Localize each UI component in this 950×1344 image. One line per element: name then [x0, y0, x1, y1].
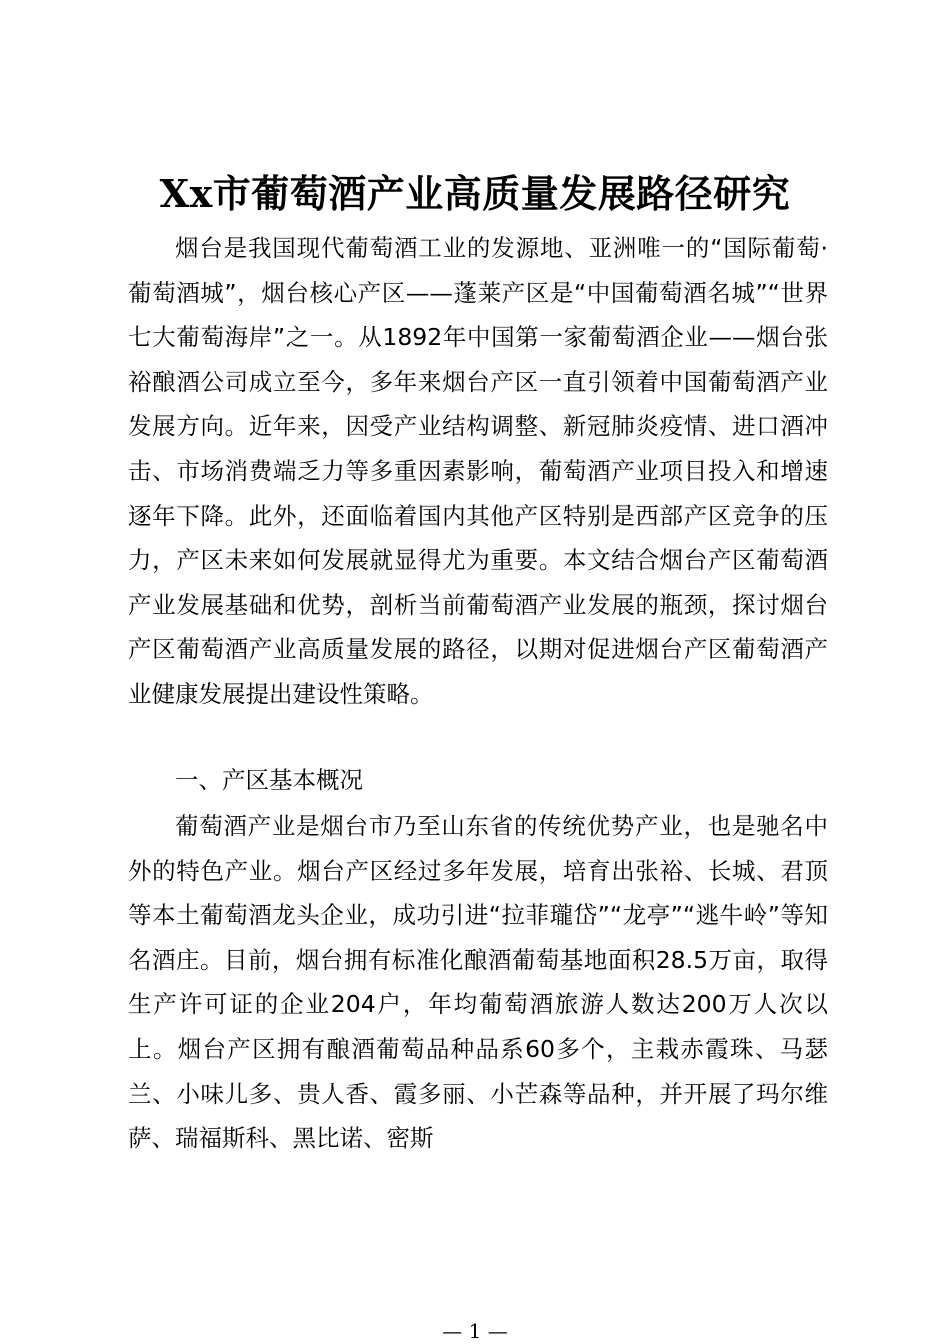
document-title: Xx市葡萄酒产业高质量发展路径研究 — [159, 171, 791, 216]
page-number: — 1 — — [442, 1319, 508, 1343]
section-paragraph: 葡萄酒产业是烟台市乃至山东省的传统优势产业，也是驰名中外的特色产业。烟台产区经过多年发展，培育出张裕、长城、君顶等本土葡萄酒龙头企业，成功引进“拉菲瓏岱”“龙亭”“逃牛岭”等知名酒庄。目前，烟台拥有标准化酿酒葡萄基地面积28.5万亩，取得生产许可证的企业204户，年均葡萄酒旅游人数达200万人次以上。烟台产区拥有酿酒葡萄品种品系60多个，主栽赤霞珠、马瑟兰、小味儿多、贵人香、霞多丽、小芒森等品种，并开展了玛尔维萨、瑞福斯科、黑比诺、密斯 — [128, 812, 828, 1153]
intro-paragraph: 烟台是我国现代葡萄酒工业的发源地、亚洲唯一的“国际葡萄·葡萄酒城”，烟台核心产区——蓬莱产区是“中国葡萄酒名城”“世界七大葡萄海岸”之一。从1892年中国第一家葡萄酒企业——烟台张裕酿酒公司成立至今，多年来烟台产区一直引领着中国葡萄酒产业发展方向。近年来，因受产业结构调整、新冠肺炎疫情、进口酒冲击、市场消费端乏力等多重因素影响，葡萄酒产业项目投入和增速逐年下降。此外，还面临着国内其他产区特别是西部产区竞争的压力，产区未来如何发展就显得尤为重要。本文结合烟台产区葡萄酒产业发展基础和优势，剖析当前葡萄酒产业发展的瓶颈，探讨烟台产区葡萄酒产业高质量发展的路径，以期对促进烟台产区葡萄酒产业健康发展提出建设性策略。 — [128, 234, 828, 708]
section-heading: 一、产区基本概况 — [175, 766, 363, 794]
